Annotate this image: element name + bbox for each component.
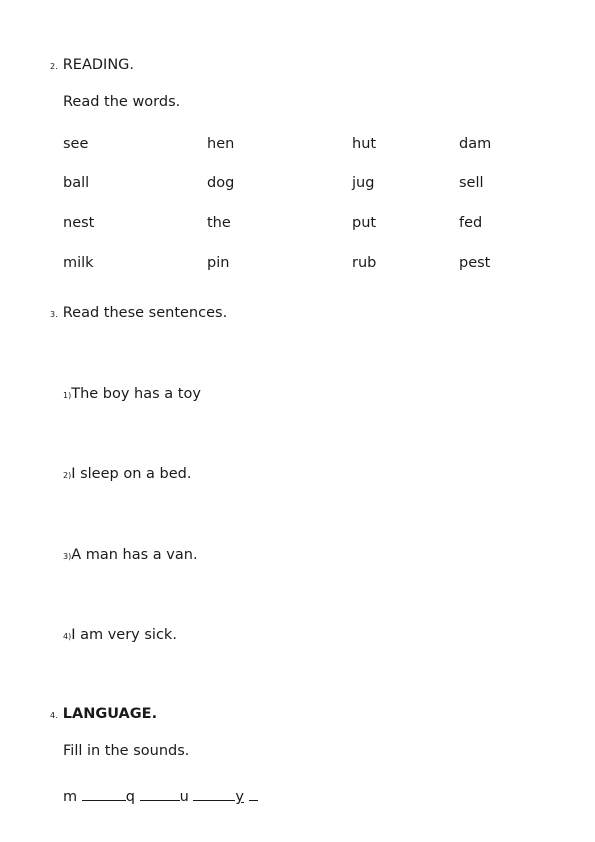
sentence-text: I am very sick. — [71, 627, 177, 643]
word-cell: nest — [63, 215, 95, 231]
sound-letter: m — [63, 789, 78, 805]
sound-letter: u — [179, 789, 189, 805]
word-cell: dam — [459, 136, 492, 152]
sentence-text: The boy has a toy — [71, 386, 201, 402]
section-4-instruction: Fill in the sounds. — [63, 743, 190, 759]
word-cell: rub — [352, 255, 377, 271]
word-cell: the — [207, 215, 231, 231]
section-3-heading — [50, 302, 227, 321]
sound-letter: q — [125, 789, 135, 805]
word-cell: milk — [63, 255, 94, 271]
sentence-item — [63, 544, 198, 563]
word-cell: hut — [352, 136, 377, 152]
word-cell: pest — [459, 255, 491, 271]
section-3-number: 3. — [50, 310, 58, 319]
sentence-number: 1) — [63, 391, 72, 400]
word-cell: ball — [63, 175, 90, 191]
section-2-number: 2. — [50, 62, 58, 71]
sentence-item — [63, 383, 201, 402]
section-2-title: READING. — [62, 57, 135, 73]
word-cell: sell — [459, 175, 484, 191]
answer-blank[interactable] — [249, 786, 258, 801]
sentence-number: 3) — [63, 552, 72, 561]
word-cell: hen — [207, 136, 235, 152]
answer-blank[interactable] — [140, 786, 180, 801]
sentence-number: 4) — [63, 632, 72, 641]
sentence-item — [63, 624, 177, 643]
word-cell: see — [63, 136, 89, 152]
word-cell: jug — [352, 175, 375, 191]
sentence-item — [63, 463, 191, 482]
answer-blank[interactable] — [193, 786, 235, 801]
word-cell: pin — [207, 255, 230, 271]
sentence-number: 2) — [63, 471, 72, 480]
section-4-title: LANGUAGE. — [62, 706, 158, 722]
sentence-text: I sleep on a bed. — [71, 466, 192, 482]
sentence-text: A man has a van. — [71, 547, 198, 563]
section-3-title: Read these sentences. — [62, 305, 228, 321]
word-cell: dog — [207, 175, 235, 191]
section-4-heading — [50, 703, 157, 722]
word-cell: put — [352, 215, 377, 231]
section-2-instruction: Read the words. — [63, 94, 181, 110]
sound-letter: y — [235, 789, 244, 805]
section-2-heading — [50, 54, 134, 73]
answer-blank[interactable] — [82, 786, 126, 801]
word-cell: fed — [459, 215, 483, 231]
section-4-number: 4. — [50, 711, 58, 720]
fill-in-sounds-line — [63, 786, 258, 805]
